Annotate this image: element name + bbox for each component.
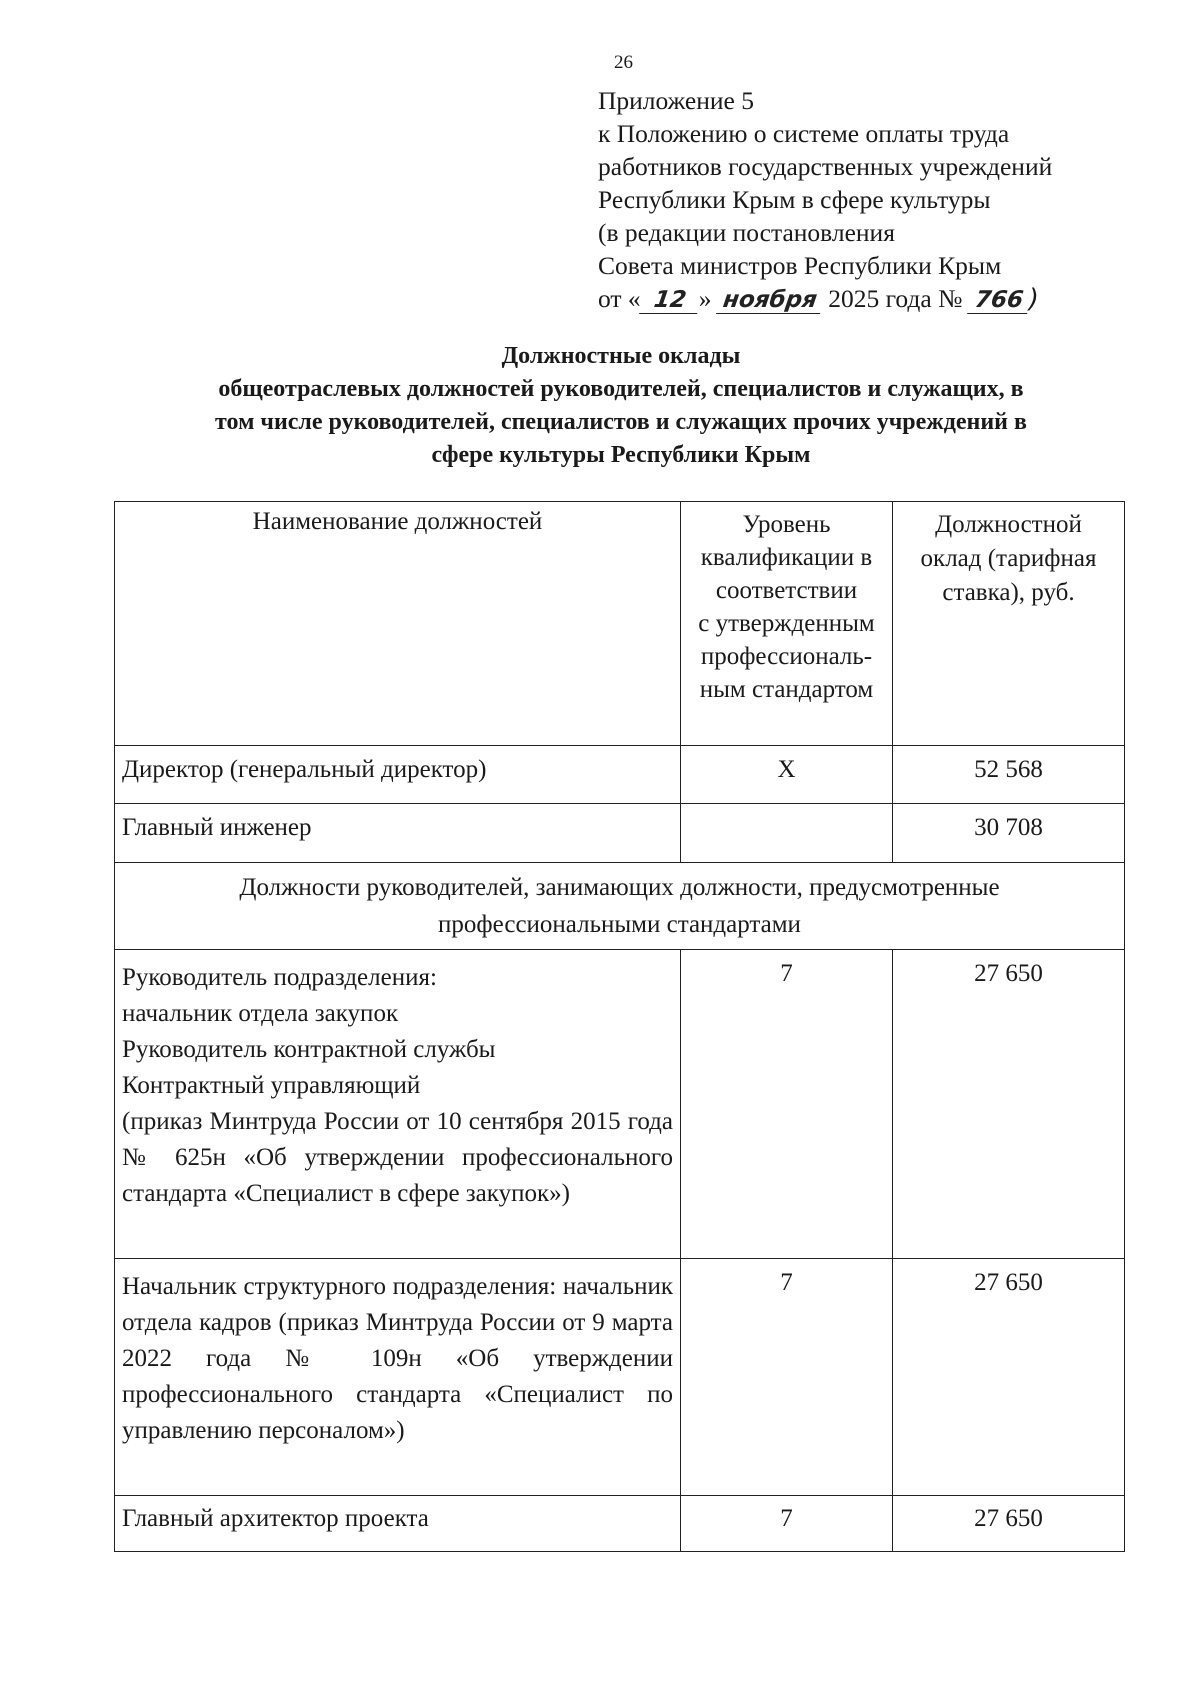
cell-qualification-level: 7 bbox=[681, 950, 893, 1259]
cell-position-name: Главный инженер bbox=[115, 804, 681, 863]
header-salary bbox=[893, 502, 1125, 746]
appendix-line: Совета министров Республики Крым bbox=[598, 251, 1002, 280]
appendix-line: Республики Крым в сфере культуры bbox=[598, 185, 991, 214]
handwritten-closing-bracket: ) bbox=[1028, 284, 1039, 314]
page-number: 26 bbox=[614, 52, 633, 73]
handwritten-day: 12 bbox=[639, 287, 701, 314]
title-line: общеотраслевых должностей руководителей, специалистов и служащих, в bbox=[218, 376, 1024, 402]
cell-qualification-level: X bbox=[681, 746, 893, 804]
cell-qualification-level bbox=[681, 804, 893, 863]
table-header-row bbox=[115, 502, 1125, 746]
position-line: Руководитель контрактной службы bbox=[122, 1036, 496, 1063]
cell-salary: 27 650 bbox=[893, 950, 1125, 1259]
header-line: ным стандартом bbox=[699, 676, 874, 703]
table-row bbox=[115, 950, 1125, 1259]
header-qualification-level bbox=[681, 502, 893, 746]
date-separator: » bbox=[698, 284, 712, 313]
position-line: начальник отдела закупок bbox=[122, 1000, 399, 1027]
section-heading-row bbox=[115, 863, 1125, 950]
appendix-line: работников государственных учреждений bbox=[598, 152, 1053, 181]
cell-qualification-level: 7 bbox=[681, 1496, 893, 1552]
position-line: Руководитель подразделения: bbox=[122, 964, 437, 991]
header-line: профессиональ- bbox=[700, 643, 873, 670]
cell-salary: 27 650 bbox=[893, 1259, 1125, 1496]
cell-position-name: Директор (генеральный директор) bbox=[115, 746, 681, 804]
position-line: Контрактный управляющий bbox=[122, 1072, 421, 1099]
header-line: соответствии bbox=[715, 577, 858, 604]
date-prefix: от « bbox=[598, 284, 641, 313]
cell-salary: 30 708 bbox=[893, 804, 1125, 863]
document-title bbox=[128, 340, 1114, 472]
section-heading-line: профессиональными стандартами bbox=[438, 911, 801, 938]
table-row bbox=[115, 1259, 1125, 1496]
header-line: ставка), руб. bbox=[942, 579, 1075, 606]
appendix-line: к Положению о системе оплаты труда bbox=[598, 119, 1010, 148]
header-line: квалификации в bbox=[700, 544, 873, 571]
section-heading bbox=[115, 863, 1125, 950]
resolution-date-line bbox=[598, 282, 1052, 316]
cell-position-name bbox=[115, 950, 681, 1259]
title-line: сфере культуры Республики Крым bbox=[431, 442, 811, 468]
header-line: с утвержденным bbox=[698, 610, 875, 637]
title-line: Должностные оклады bbox=[501, 343, 741, 369]
header-line: Должностной bbox=[935, 511, 1082, 538]
header-line: Уровень bbox=[742, 511, 831, 538]
appendix-line: Приложение 5 bbox=[598, 86, 754, 115]
appendix-header bbox=[598, 84, 1052, 316]
header-line: оклад (тарифная bbox=[920, 545, 1097, 572]
header-position-name: Наименование должностей bbox=[115, 502, 681, 746]
table-row bbox=[115, 746, 1125, 804]
cell-position-name: Начальник структурного подразделения: начальник отдела кадров (приказ Минтруда России от 9 марта 2022 года № 109н «Об утверждении профессионального стандарта «Специалист по управлению персоналом») bbox=[115, 1259, 681, 1496]
handwritten-month: ноября bbox=[716, 287, 824, 314]
salary-table bbox=[114, 501, 1125, 1552]
table-row bbox=[115, 1496, 1125, 1552]
section-heading-line: Должности руководителей, занимающих должности, предусмотренные bbox=[239, 874, 1000, 901]
table-row bbox=[115, 804, 1125, 863]
cell-salary: 27 650 bbox=[893, 1496, 1125, 1552]
cell-position-name: Главный архитектор проекта bbox=[115, 1496, 681, 1552]
order-reference: (приказ Минтруда России от 10 сентября 2015 года № 625н «Об утверждении профессионального стандарта «Специалист в сфере закупок») bbox=[122, 1108, 673, 1207]
cell-salary: 52 568 bbox=[893, 746, 1125, 804]
handwritten-document-number: 766 bbox=[967, 287, 1031, 314]
title-line: том числе руководителей, специалистов и служащих прочих учреждений в bbox=[215, 409, 1027, 435]
cell-qualification-level: 7 bbox=[681, 1259, 893, 1496]
appendix-line: (в редакции постановления bbox=[598, 218, 895, 247]
date-year-text: 2025 года № bbox=[828, 284, 963, 313]
